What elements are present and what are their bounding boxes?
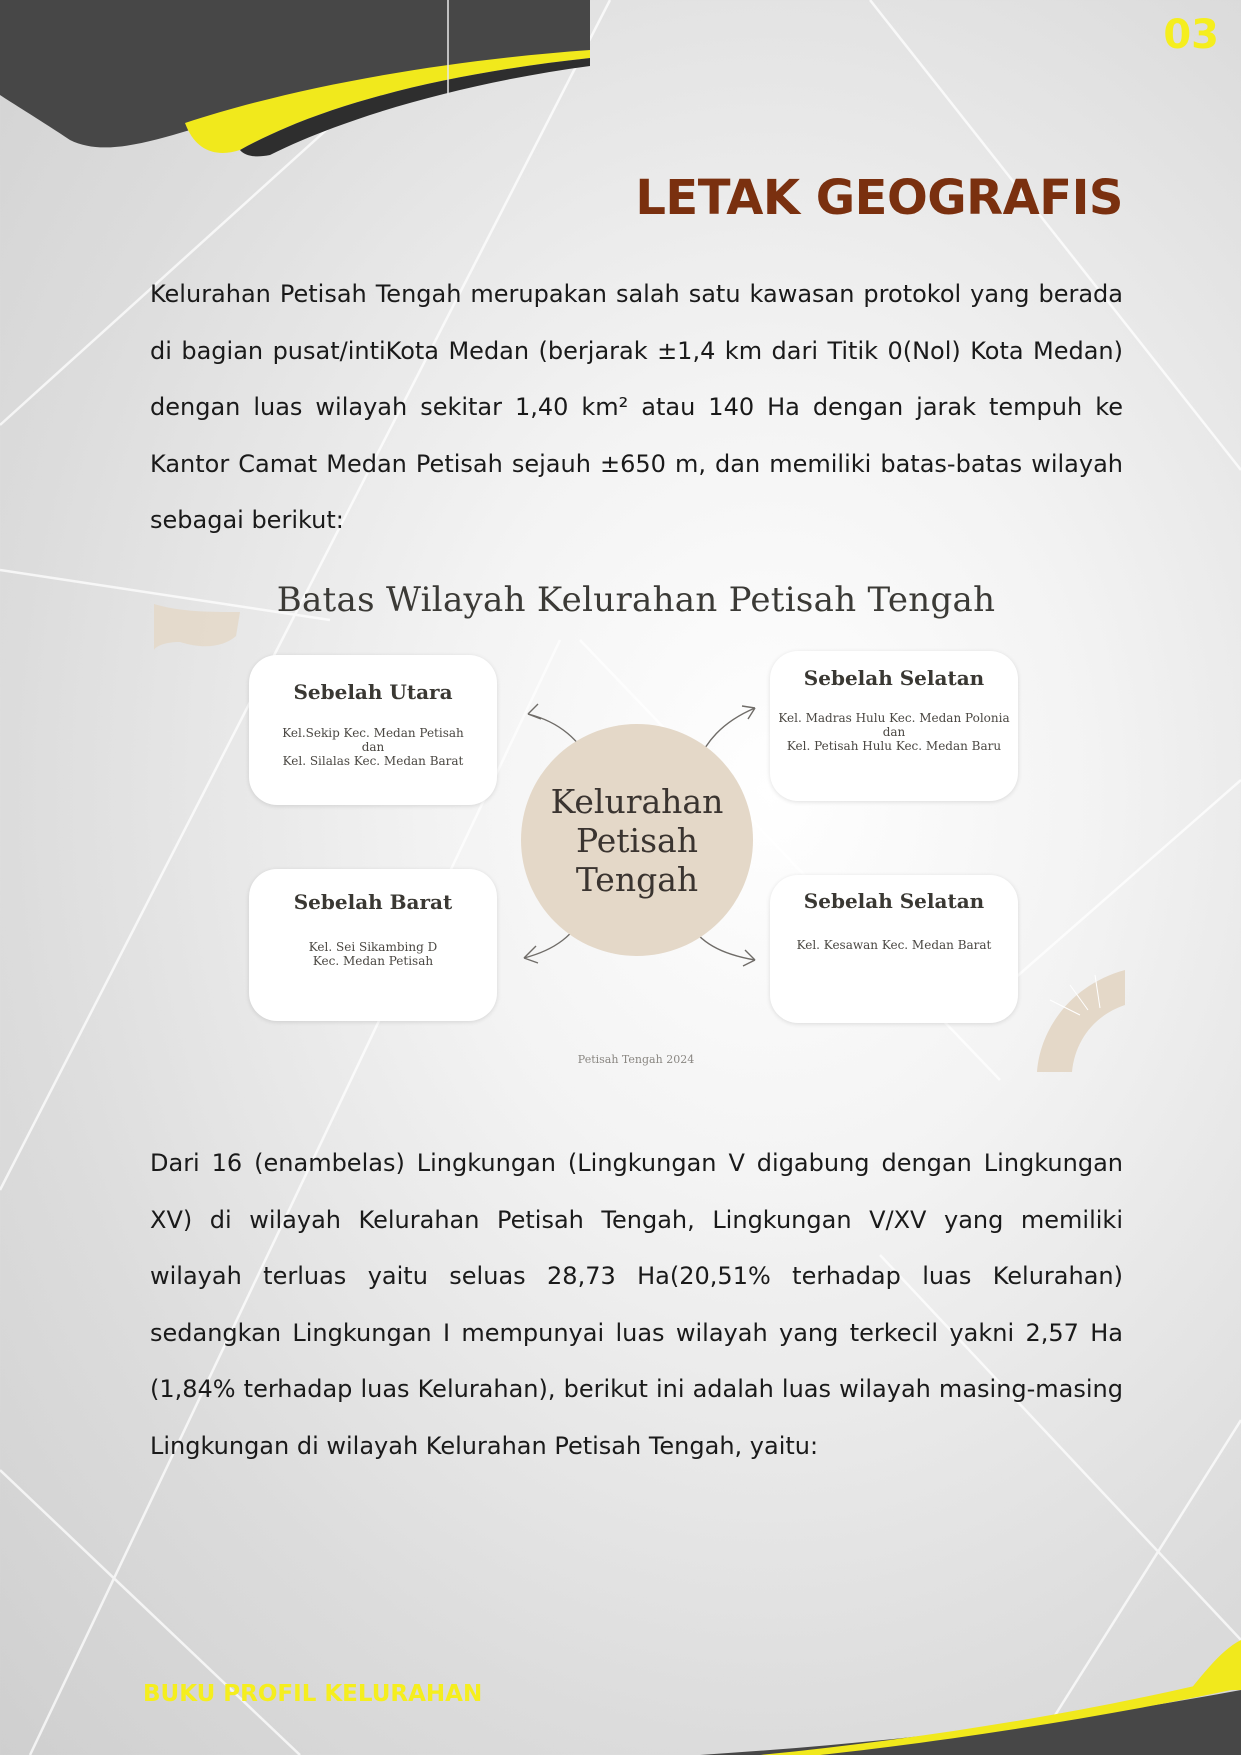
north-line: Kel.Sekip Kec. Medan Petisah bbox=[282, 726, 464, 740]
infographic-title: Batas Wilayah Kelurahan Petisah Tengah bbox=[276, 580, 996, 620]
north-text bbox=[249, 726, 497, 768]
west-line: Kec. Medan Petisah bbox=[312, 954, 434, 968]
south-border-card bbox=[770, 651, 1018, 801]
center-circle bbox=[521, 724, 753, 956]
north-line: dan bbox=[361, 740, 385, 754]
south-text bbox=[770, 711, 1018, 753]
page-title: LETAK GEOGRAFIS bbox=[635, 170, 1123, 226]
south-line: dan bbox=[882, 725, 906, 739]
north-heading: Sebelah Utara bbox=[293, 680, 453, 704]
east-text bbox=[770, 938, 1018, 952]
west-heading: Sebelah Barat bbox=[293, 890, 453, 914]
south-line: Kel. Madras Hulu Kec. Medan Polonia bbox=[778, 711, 1010, 725]
west-border-card bbox=[249, 869, 497, 1021]
south-line: Kel. Petisah Hulu Kec. Medan Baru bbox=[786, 739, 1002, 753]
east-heading: Sebelah Selatan bbox=[803, 889, 985, 913]
infographic-footer: Petisah Tengah 2024 bbox=[577, 1053, 695, 1066]
intro-paragraph: Kelurahan Petisah Tengah merupakan salah satu kawasan protokol yang berada di bagian pusat/intiKota Medan (berjarak ±1,4 km dari Titik 0(Nol) Kota Medan) dengan luas wilayah sekitar 1,40 km² atau 140 Ha dengan jarak tempuh ke Kantor Camat Medan Petisah sejauh ±650 m, dan memiliki batas-batas wilayah sebagai berikut: bbox=[150, 280, 1123, 534]
west-text bbox=[249, 940, 497, 968]
north-border-card bbox=[249, 655, 497, 805]
footer-label: BUKU PROFIL KELURAHAN bbox=[143, 1681, 483, 1707]
center-label: Tengah bbox=[575, 859, 699, 899]
east-line: Kel. Kesawan Kec. Medan Barat bbox=[796, 938, 992, 952]
page-number: 03 bbox=[1163, 12, 1219, 58]
west-line: Kel. Sei Sikambing D bbox=[308, 940, 438, 954]
center-label: Petisah bbox=[576, 820, 698, 860]
center-label: Kelurahan bbox=[550, 781, 724, 821]
east-border-card bbox=[770, 875, 1018, 1023]
second-paragraph: Dari 16 (enambelas) Lingkungan (Lingkungan V digabung dengan Lingkungan XV) di wilayah Kelurahan Petisah Tengah, Lingkungan V/XV yang memiliki wilayah terluas yaitu seluas 28,73 Ha(20,51% terhadap luas Kelurahan) sedangkan Lingkungan I mempunyai luas wilayah yang terkecil yakni 2,57 Ha (1,84% terhadap luas Kelurahan), berikut ini adalah luas wilayah masing-masing Lingkungan di wilayah Kelurahan Petisah Tengah, yaitu: bbox=[150, 1149, 1123, 1460]
top-corner-shape bbox=[0, 0, 590, 156]
south-heading: Sebelah Selatan bbox=[803, 666, 985, 690]
bottom-corner-shape bbox=[700, 1640, 1241, 1755]
north-line: Kel. Silalas Kec. Medan Barat bbox=[282, 754, 464, 768]
